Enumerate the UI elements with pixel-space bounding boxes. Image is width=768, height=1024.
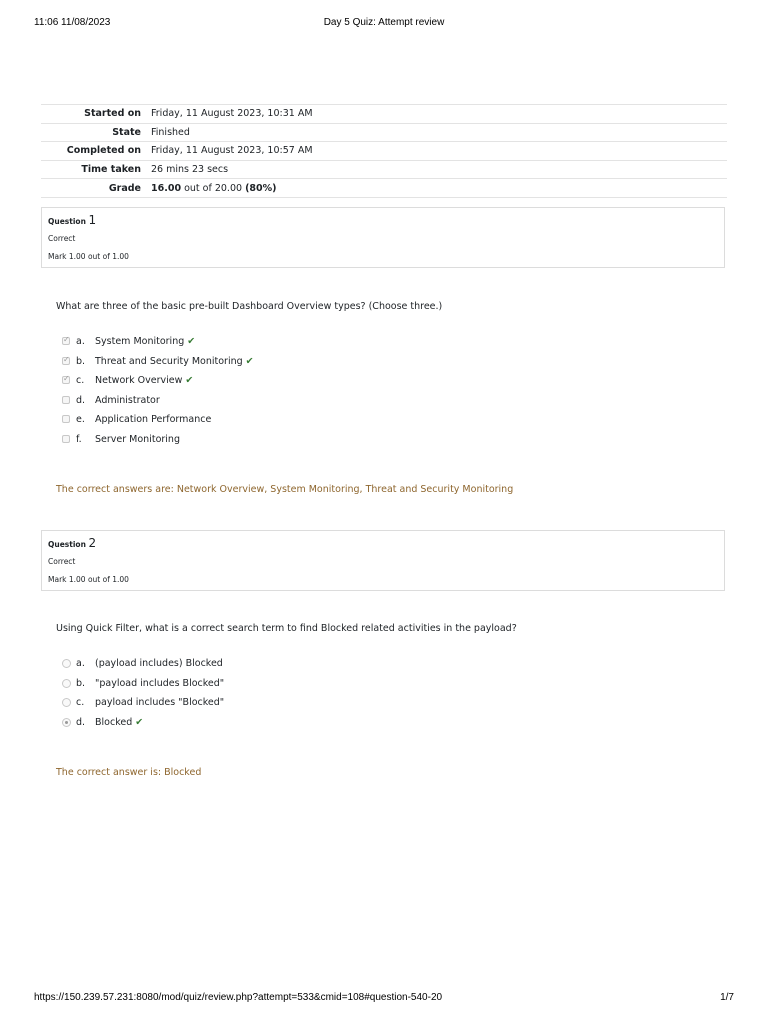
- answer-letter: b.: [76, 677, 86, 689]
- answer-radio[interactable]: [62, 698, 71, 707]
- question-state: Correct: [48, 557, 76, 566]
- grade-percent: (80%): [245, 182, 277, 194]
- summary-row-grade: [41, 179, 727, 198]
- answer-letter: d.: [76, 394, 86, 406]
- answer-letter: d.: [76, 716, 86, 728]
- answer-radio[interactable]: [62, 718, 71, 727]
- answer-radio[interactable]: [62, 659, 71, 668]
- grade-out-of: out of 20.00: [181, 182, 246, 194]
- question-number-value: 2: [88, 536, 97, 550]
- summary-row-started: [41, 105, 727, 124]
- answer-letter: f.: [76, 433, 82, 445]
- correct-answer-feedback: The correct answer is: Blocked: [56, 767, 202, 778]
- answer-label: Network Overview: [95, 375, 183, 386]
- attempt-summary-table: [41, 104, 727, 198]
- question-mark: Mark 1.00 out of 1.00: [48, 252, 129, 261]
- answer-text: [95, 336, 195, 348]
- summary-value: 26 mins 23 secs: [146, 160, 727, 179]
- answer-letter: c.: [76, 375, 85, 386]
- print-datetime: 11:06 11/08/2023: [34, 17, 111, 28]
- page-number: 1/7: [720, 992, 734, 1003]
- summary-value: [146, 179, 727, 198]
- print-page-title: Day 5 Quiz: Attempt review: [323, 17, 445, 28]
- summary-row-completed: [41, 142, 727, 161]
- answer-letter: a.: [76, 336, 85, 347]
- summary-label: State: [41, 123, 146, 142]
- grade-score: 16.00: [151, 182, 182, 194]
- answer-letter: a.: [76, 658, 85, 669]
- answer-radio[interactable]: [62, 679, 71, 688]
- question-mark: Mark 1.00 out of 1.00: [48, 575, 129, 584]
- answer-checkbox[interactable]: [62, 415, 70, 423]
- summary-row-time: [41, 160, 727, 179]
- answer-label: Threat and Security Monitoring: [95, 355, 243, 367]
- answer-text: Application Performance: [95, 414, 212, 425]
- question-text: Using Quick Filter, what is a correct search term to find Blocked related activities in the payload?: [56, 623, 517, 634]
- summary-value: Friday, 11 August 2023, 10:31 AM: [146, 105, 727, 124]
- answer-checkbox[interactable]: [62, 357, 70, 365]
- question-label: Question: [48, 540, 89, 549]
- print-header: [34, 17, 734, 31]
- answer-letter: c.: [76, 697, 85, 708]
- summary-label: Completed on: [41, 142, 146, 161]
- answer-text: [95, 717, 143, 729]
- question-number: [48, 536, 96, 550]
- answer-letter: e.: [76, 414, 85, 425]
- correct-check-icon: ✔: [135, 716, 144, 728]
- correct-answer-feedback: The correct answers are: Network Overview, System Monitoring, Threat and Security Monitoring: [56, 484, 514, 495]
- answer-text: payload includes "Blocked": [95, 697, 225, 708]
- correct-check-icon: ✔: [185, 375, 194, 386]
- answer-text: (payload includes) Blocked: [95, 658, 223, 669]
- print-footer: [34, 992, 734, 1006]
- answer-text: [95, 375, 193, 387]
- question-info-box: [41, 207, 725, 268]
- question-number: [48, 213, 96, 227]
- summary-row-state: [41, 123, 727, 142]
- answer-text: "payload includes Blocked": [95, 677, 225, 689]
- question-text: What are three of the basic pre-built Dashboard Overview types? (Choose three.): [56, 301, 443, 312]
- summary-label: Time taken: [41, 160, 146, 179]
- answer-text: [95, 356, 254, 368]
- summary-label: Started on: [41, 105, 146, 124]
- page-url: https://150.239.57.231:8080/mod/quiz/review.php?attempt=533&cmid=108#question-540-20: [34, 992, 443, 1003]
- question-label: Question: [48, 217, 89, 226]
- answer-checkbox[interactable]: [62, 435, 70, 443]
- answer-letter: b.: [76, 355, 86, 367]
- answer-checkbox[interactable]: [62, 337, 70, 345]
- answer-checkbox[interactable]: [62, 396, 70, 404]
- question-info-box: [41, 530, 725, 591]
- answer-text: Server Monitoring: [95, 433, 180, 445]
- question-number-value: 1: [88, 213, 97, 227]
- answer-label: Blocked: [95, 716, 133, 728]
- answer-label: System Monitoring: [95, 336, 185, 347]
- question-state: Correct: [48, 234, 76, 243]
- correct-check-icon: ✔: [187, 336, 196, 347]
- summary-value: Friday, 11 August 2023, 10:57 AM: [146, 142, 727, 161]
- answer-text: Administrator: [95, 394, 160, 406]
- summary-value: Finished: [146, 123, 727, 142]
- answer-checkbox[interactable]: [62, 376, 70, 384]
- summary-label: Grade: [41, 179, 146, 198]
- correct-check-icon: ✔: [245, 355, 254, 367]
